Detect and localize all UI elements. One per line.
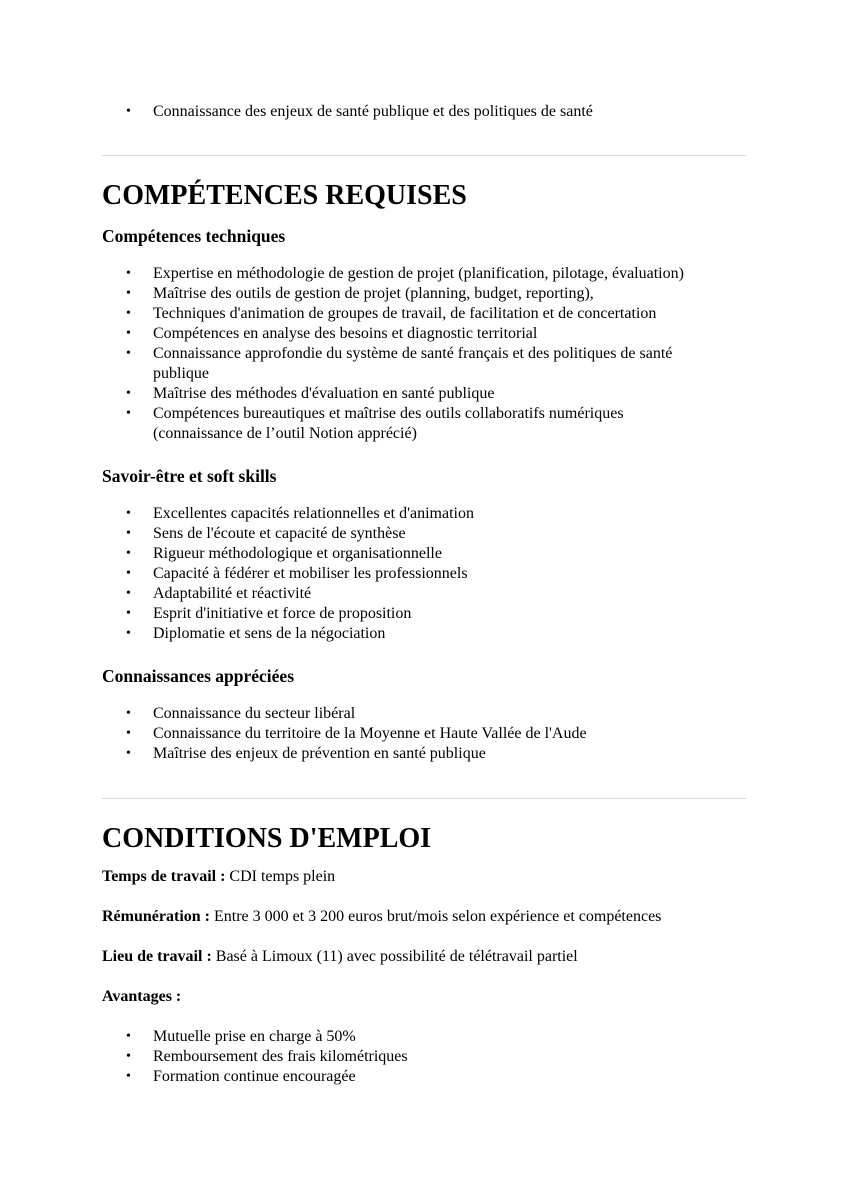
techniques-heading: Compétences techniques [102, 226, 286, 246]
list-item: • Expertise en méthodologie de gestion de projet (planification, pilotage, évaluation) [102, 264, 746, 284]
list-item: • Remboursement des frais kilométriques [102, 1047, 746, 1067]
list-item: • Sens de l'écoute et capacité de synthèse [102, 524, 746, 544]
intro-list [102, 102, 746, 122]
list-item: • Connaissance des enjeux de santé publique et des politiques de santé [102, 102, 746, 122]
conditions-title: CONDITIONS D'EMPLOI [102, 823, 432, 854]
document-page [102, 0, 746, 1087]
remuneration-label: Rémunération : [102, 908, 210, 925]
section-divider [102, 155, 746, 156]
list-item: • Maîtrise des outils de gestion de projet (planning, budget, reporting), [102, 284, 746, 304]
list-item: • Maîtrise des enjeux de prévention en santé publique [102, 744, 746, 764]
list-item: • Adaptabilité et réactivité [102, 584, 746, 604]
temps-label: Temps de travail : [102, 868, 226, 885]
remuneration-value: Entre 3 000 et 3 200 euros brut/mois selon expérience et compétences [213, 908, 662, 925]
list-item: • Excellentes capacités relationnelles et d'animation [102, 504, 746, 524]
savoir-etre-list [102, 504, 746, 644]
list-item: • Mutuelle prise en charge à 50% [102, 1027, 746, 1047]
lieu-de-travail [102, 947, 746, 967]
list-item: • Compétences bureautiques et maîtrise des outils collaboratifs numériques (connaissance de l’outil Notion apprécié) [102, 404, 746, 444]
list-item: • Compétences en analyse des besoins et diagnostic territorial [102, 324, 746, 344]
remuneration [102, 907, 746, 927]
connaissances-heading: Connaissances appréciées [102, 666, 295, 686]
list-item: • Capacité à fédérer et mobiliser les professionnels [102, 564, 746, 584]
avantages-list [102, 1027, 746, 1087]
techniques-list [102, 264, 746, 444]
list-item: • Esprit d'initiative et force de proposition [102, 604, 746, 624]
connaissances-list [102, 704, 746, 764]
temps-value: CDI temps plein [229, 868, 336, 885]
savoir-etre-heading: Savoir-être et soft skills [102, 466, 277, 486]
competences-title: COMPÉTENCES REQUISES [102, 180, 467, 211]
list-item: • Formation continue encouragée [102, 1067, 746, 1087]
list-item: • Connaissance du territoire de la Moyenne et Haute Vallée de l'Aude [102, 724, 746, 744]
avantages [102, 987, 746, 1007]
list-item: • Rigueur méthodologique et organisationnelle [102, 544, 746, 564]
avantages-label: Avantages : [102, 988, 182, 1005]
section-divider [102, 798, 746, 799]
list-item: • Maîtrise des méthodes d'évaluation en santé publique [102, 384, 746, 404]
lieu-label: Lieu de travail : [102, 948, 212, 965]
list-item: • Diplomatie et sens de la négociation [102, 624, 746, 644]
temps-de-travail [102, 867, 746, 887]
list-item: • Techniques d'animation de groupes de travail, de facilitation et de concertation [102, 304, 746, 324]
list-item: • Connaissance du secteur libéral [102, 704, 746, 724]
list-item: • Connaissance approfondie du système de santé français et des politiques de santé publique [102, 344, 746, 384]
lieu-value: Basé à Limoux (11) avec possibilité de télétravail partiel [215, 948, 578, 965]
